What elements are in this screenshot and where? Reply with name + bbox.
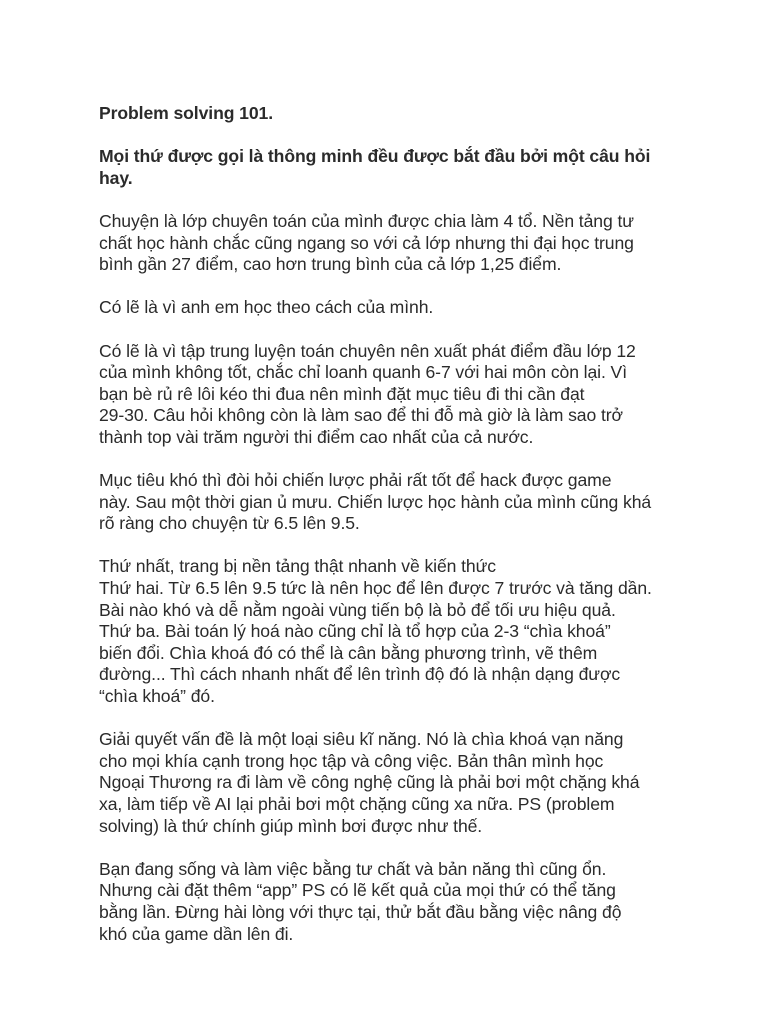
text-line: thành top vài trăm người thi điểm cao nhất của cả nước. [99, 426, 534, 447]
document-body [99, 103, 679, 945]
paragraph-5 [99, 556, 679, 707]
text-line: Nhưng cài đặt thêm “app” PS có lẽ kết quả của mọi thứ có thể tăng [99, 880, 616, 901]
text-line: cho mọi khía cạnh trong học tập và công việc. Bản thân mình học [99, 750, 604, 771]
paragraph-gap [99, 189, 679, 211]
text-line: khó của game dần lên đi. [99, 923, 294, 944]
text-line: Ngoại Thương ra đi làm về công nghệ cũng là phải bơi một chặng khá [99, 772, 640, 793]
paragraph-6 [99, 729, 679, 837]
subtitle-line: Mọi thứ được gọi là thông minh đều được bắt đầu bởi một câu hỏi [99, 146, 651, 167]
text-line: Giải quyết vấn đề là một loại siêu kĩ năng. Nó là chìa khoá vạn năng [99, 729, 624, 750]
paragraph-gap [99, 125, 679, 147]
text-line: xa, làm tiếp về AI lại phải bơi một chặng cũng xa nữa. PS (problem [99, 794, 615, 814]
text-line: Bài nào khó và dễ nằm ngoài vùng tiến bộ là bỏ để tối ưu hiệu quả. [99, 599, 616, 620]
text-line: Có lẽ là vì tập trung luyện toán chuyên nên xuất phát điểm đầu lớp 12 [99, 340, 636, 361]
paragraph-gap [99, 837, 679, 859]
document-subtitle [99, 146, 679, 189]
text-line: Có lẽ là vì anh em học theo cách của mình. [99, 297, 434, 318]
text-line: Thứ hai. Từ 6.5 lên 9.5 tức là nên học để lên được 7 trước và tăng dần. [99, 578, 652, 599]
text-line: đường... Thì cách nhanh nhất để lên trình độ đó là nhận dạng được [99, 664, 621, 685]
text-line: solving) là thứ chính giúp mình bơi được như thế. [99, 815, 483, 836]
paragraph-gap [99, 276, 679, 298]
paragraph-3 [99, 341, 679, 449]
text-line: bạn bè rủ rê lôi kéo thi đua nên mình đặt mục tiêu đi thi cần đạt [99, 383, 585, 404]
text-line: Thứ nhất, trang bị nền tảng thật nhanh về kiến thức [99, 556, 496, 577]
text-line: “chìa khoá” đó. [99, 686, 215, 707]
subtitle-line: hay. [99, 167, 133, 188]
text-line: Mục tiêu khó thì đòi hỏi chiến lược phải rất tốt để hack được game [99, 470, 612, 491]
text-line: Thứ ba. Bài toán lý hoá nào cũng chỉ là tổ hợp của 2-3 “chìa khoá” [99, 621, 611, 642]
paragraph-gap [99, 319, 679, 341]
text-line: rõ ràng cho chuyện từ 6.5 lên 9.5. [99, 513, 360, 534]
paragraph-gap [99, 708, 679, 730]
paragraph-4 [99, 470, 679, 535]
paragraph-2 [99, 297, 679, 319]
paragraph-gap [99, 535, 679, 557]
text-line: của mình không tốt, chắc chỉ loanh quanh 6-7 với hai môn còn lại. Vì [99, 362, 627, 383]
text-line: bình gần 27 điểm, cao hơn trung bình của cả lớp 1,25 điểm. [99, 254, 562, 275]
text-line: Chuyện là lớp chuyên toán của mình được chia làm 4 tổ. Nền tảng tư [99, 210, 634, 231]
text-line: Bạn đang sống và làm việc bằng tư chất và bản năng thì cũng ổn. [99, 858, 607, 879]
text-line: biến đổi. Chìa khoá đó có thể là cân bằng phương trình, vẽ thêm [99, 642, 598, 663]
paragraph-gap [99, 449, 679, 471]
paragraph-7 [99, 859, 679, 945]
text-line: chất học hành chắc cũng ngang so với cả lớp nhưng thi đại học trung [99, 232, 634, 253]
text-line: bằng lần. Đừng hài lòng với thực tại, thử bắt đầu bằng việc nâng độ [99, 901, 622, 922]
document-title: Problem solving 101. [99, 103, 273, 123]
paragraph-1 [99, 211, 679, 276]
text-line: này. Sau một thời gian ủ mưu. Chiến lược học hành của mình cũng khá [99, 491, 652, 512]
text-line: 29-30. Câu hỏi không còn là làm sao để thi đỗ mà giờ là làm sao trở [99, 405, 623, 426]
